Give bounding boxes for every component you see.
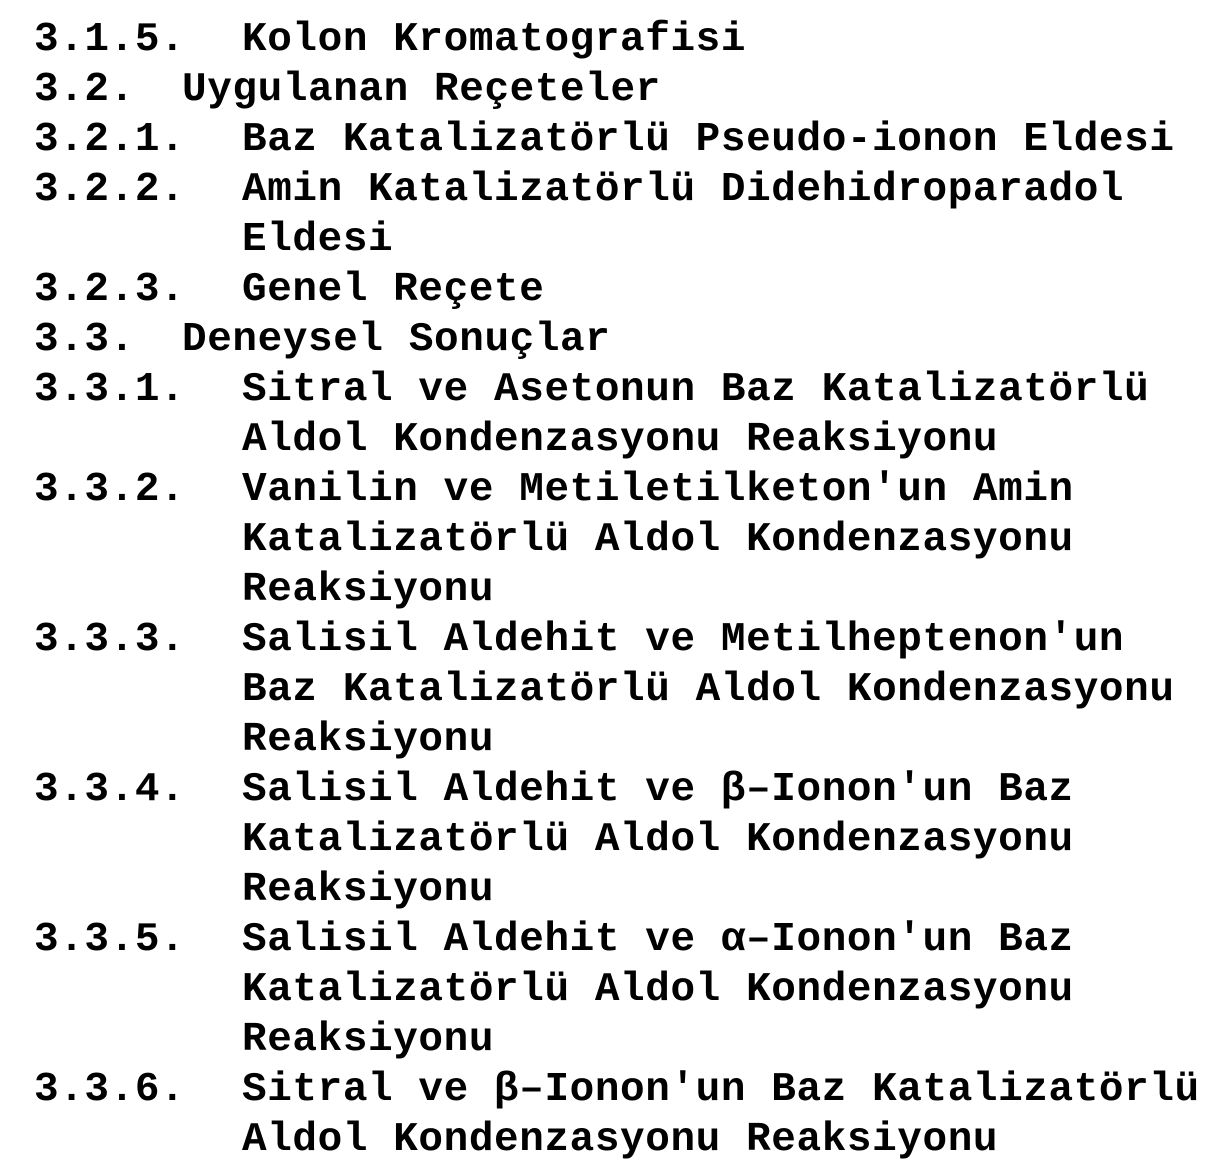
section-number: 3.3.1.	[34, 367, 186, 413]
section-title-continuation: Reaksiyonu	[242, 567, 495, 613]
section-title-continuation: Katalizatörlü Aldol Kondenzasyonu	[242, 817, 1074, 863]
section-number: 3.2.2.	[34, 167, 186, 213]
section-number: 3.3.4.	[34, 767, 186, 813]
section-number: 3.1.5.	[34, 17, 186, 63]
section-number: 3.2.3.	[34, 267, 186, 313]
section-title: Salisil Aldehit ve Metilheptenon'un	[242, 617, 1125, 663]
section-number: 3.3.	[34, 317, 135, 363]
section-number: 3.3.6.	[34, 1067, 186, 1113]
section-title-continuation: Eldesi	[242, 217, 394, 263]
section-number: 3.3.3.	[34, 617, 186, 663]
section-title: Uygulanan Reçeteler	[182, 67, 661, 113]
section-title: Sitral ve Asetonun Baz Katalizatörlü	[242, 367, 1150, 413]
section-title-continuation: Baz Katalizatörlü Aldol Kondenzasyonu	[242, 667, 1175, 713]
section-number: 3.3.5.	[34, 917, 186, 963]
section-number: 3.3.2.	[34, 467, 186, 513]
section-title: Vanilin ve Metiletilketon'un Amin	[242, 467, 1074, 513]
section-title-continuation: Katalizatörlü Aldol Kondenzasyonu	[242, 517, 1074, 563]
section-title-continuation: Reaksiyonu	[242, 717, 495, 763]
section-title-continuation: Reaksiyonu	[242, 1017, 495, 1063]
section-title: Amin Katalizatörlü Didehidroparadol	[242, 167, 1125, 213]
section-title-continuation: Katalizatörlü Aldol Kondenzasyonu	[242, 967, 1074, 1013]
section-title-continuation: Aldol Kondenzasyonu Reaksiyonu	[242, 417, 999, 463]
section-title: Deneysel Sonuçlar	[182, 317, 611, 363]
section-number: 3.2.1.	[34, 117, 186, 163]
section-title-continuation: Reaksiyonu	[242, 867, 495, 913]
section-title: Salisil Aldehit ve α–Ionon'un Baz	[242, 917, 1074, 963]
section-title: Baz Katalizatörlü Pseudo-ionon Eldesi	[242, 117, 1175, 163]
section-title: Salisil Aldehit ve β–Ionon'un Baz	[242, 767, 1074, 813]
section-title: Kolon Kromatografisi	[242, 17, 747, 63]
section-title: Genel Reçete	[242, 267, 545, 313]
section-title-continuation: Aldol Kondenzasyonu Reaksiyonu	[242, 1117, 999, 1163]
section-title: Sitral ve β–Ionon'un Baz Katalizatörlü	[242, 1067, 1200, 1113]
section-number: 3.2.	[34, 67, 135, 113]
